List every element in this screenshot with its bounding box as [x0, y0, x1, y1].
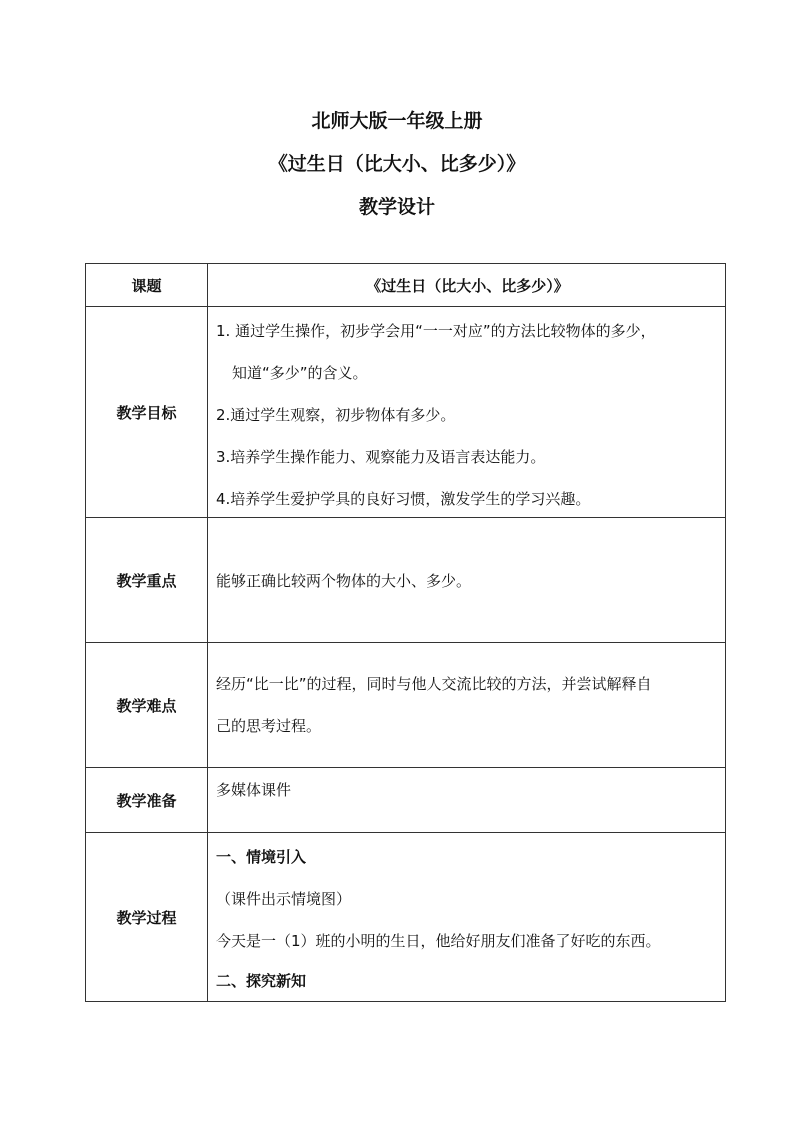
- process-line: （课件出示情境图）: [216, 890, 352, 908]
- goal-item: 2.通过学生观察，初步物体有多少。: [216, 406, 456, 424]
- difficulty-line: 经历“比一比”的过程，同时与他人交流比较的方法，并尝试解释自: [216, 675, 652, 693]
- preparation-row: [86, 768, 726, 833]
- goal-item: 1. 通过学生操作，初步学会用“一一对应”的方法比较物体的多少，: [216, 322, 656, 340]
- goal-item: 4.培养学生爱护学具的良好习惯，激发学生的学习兴趣。: [216, 490, 591, 508]
- difficulties-row: [86, 643, 726, 768]
- grade-title: 北师大版一年级上册: [311, 110, 483, 132]
- process-content: [208, 833, 726, 1002]
- process-label: 教学过程: [86, 833, 208, 1002]
- doc-type-title: 教学设计: [358, 196, 435, 218]
- preparation-label: 教学准备: [86, 768, 208, 833]
- preparation-value: 多媒体课件: [216, 781, 292, 799]
- lesson-title: 《过生日（比大小、比多少）》: [268, 153, 526, 175]
- goal-item: 3.培养学生操作能力、观察能力及语言表达能力。: [216, 448, 546, 466]
- goals-label: 教学目标: [86, 307, 208, 518]
- difficulties-label: 教学难点: [86, 643, 208, 768]
- process-line: 一、情境引入: [216, 848, 307, 866]
- lesson-plan-table: [85, 263, 726, 1002]
- key-points-value: 能够正确比较两个物体的大小、多少。: [208, 518, 726, 643]
- key-points-label: 教学重点: [86, 518, 208, 643]
- goal-item: 知道“多少”的含义。: [232, 364, 368, 382]
- key-points-row: [86, 518, 726, 643]
- process-row: [86, 833, 726, 1002]
- difficulty-line: 己的思考过程。: [216, 717, 322, 735]
- preparation-cell: [208, 768, 726, 833]
- goals-row: [86, 307, 726, 518]
- difficulties-content: [208, 643, 726, 768]
- process-line: 二、探究新知: [216, 972, 307, 990]
- topic-label: 课题: [86, 264, 208, 307]
- goals-content: [208, 307, 726, 518]
- process-line: 今天是一（1）班的小明的生日，他给好朋友们准备了好吃的东西。: [216, 932, 661, 950]
- topic-row: [86, 264, 726, 307]
- topic-value: 《过生日（比大小、比多少）》: [208, 264, 726, 307]
